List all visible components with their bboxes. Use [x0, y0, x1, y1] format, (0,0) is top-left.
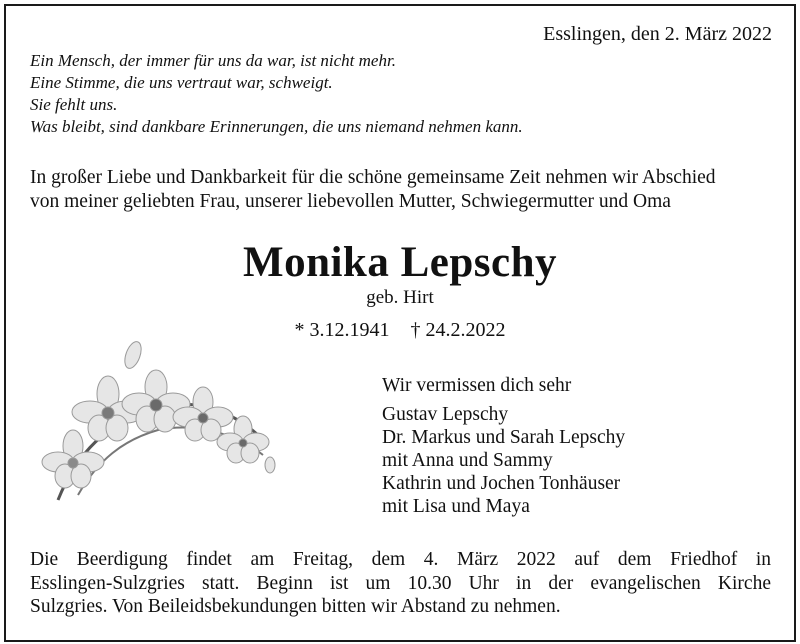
- mourners-headline: Wir vermissen dich sehr: [382, 375, 572, 396]
- birth-name: geb. Hirt: [366, 287, 434, 308]
- poem-line: Eine Stimme, die uns vertraut war, schweigt.: [30, 73, 333, 92]
- poem-line: Ein Mensch, der immer für uns da war, ist nicht mehr.: [30, 51, 396, 70]
- mourner-line: Dr. Markus und Sarah Lepschy: [382, 427, 626, 448]
- funeral-line: Die Beerdigung findet am Freitag, dem 4. März 2022 auf dem Friedhof in: [30, 549, 771, 570]
- place-date: Esslingen, den 2. März 2022: [543, 23, 772, 45]
- intro-line: In großer Liebe und Dankbarkeit für die schöne gemeinsame Zeit nehmen wir Abschied: [30, 167, 716, 188]
- intro-line: von meiner geliebten Frau, unserer liebevollen Mutter, Schwiegermutter und Oma: [30, 191, 671, 212]
- deceased-name: Monika Lepschy: [242, 239, 558, 286]
- poem: [30, 50, 523, 138]
- mourner-line: Gustav Lepschy: [382, 404, 509, 425]
- mourners-block: [382, 374, 625, 518]
- poem-line: Sie fehlt uns.: [30, 95, 118, 114]
- birth-date: * 3.12.1941: [294, 319, 390, 341]
- death-date: † 24.2.2022: [410, 319, 506, 341]
- mourner-line: mit Anna und Sammy: [382, 450, 553, 471]
- funeral-line: Sulzgries. Von Beileidsbekundungen bitten wir Abstand zu nehmen.: [30, 596, 561, 617]
- funeral-line: Esslingen-Sulzgries statt. Beginn ist um 10.30 Uhr in der evangelischen Kirche: [30, 572, 771, 594]
- mourner-line: mit Lisa und Maya: [382, 496, 530, 517]
- mourner-line: Kathrin und Jochen Tonhäuser: [382, 473, 621, 494]
- orchid-branch-image: [38, 330, 278, 510]
- funeral-notice: [30, 548, 771, 619]
- intro-text: [30, 166, 775, 214]
- poem-line: Was bleibt, sind dankbare Erinnerungen, die uns niemand nehmen kann.: [30, 117, 523, 136]
